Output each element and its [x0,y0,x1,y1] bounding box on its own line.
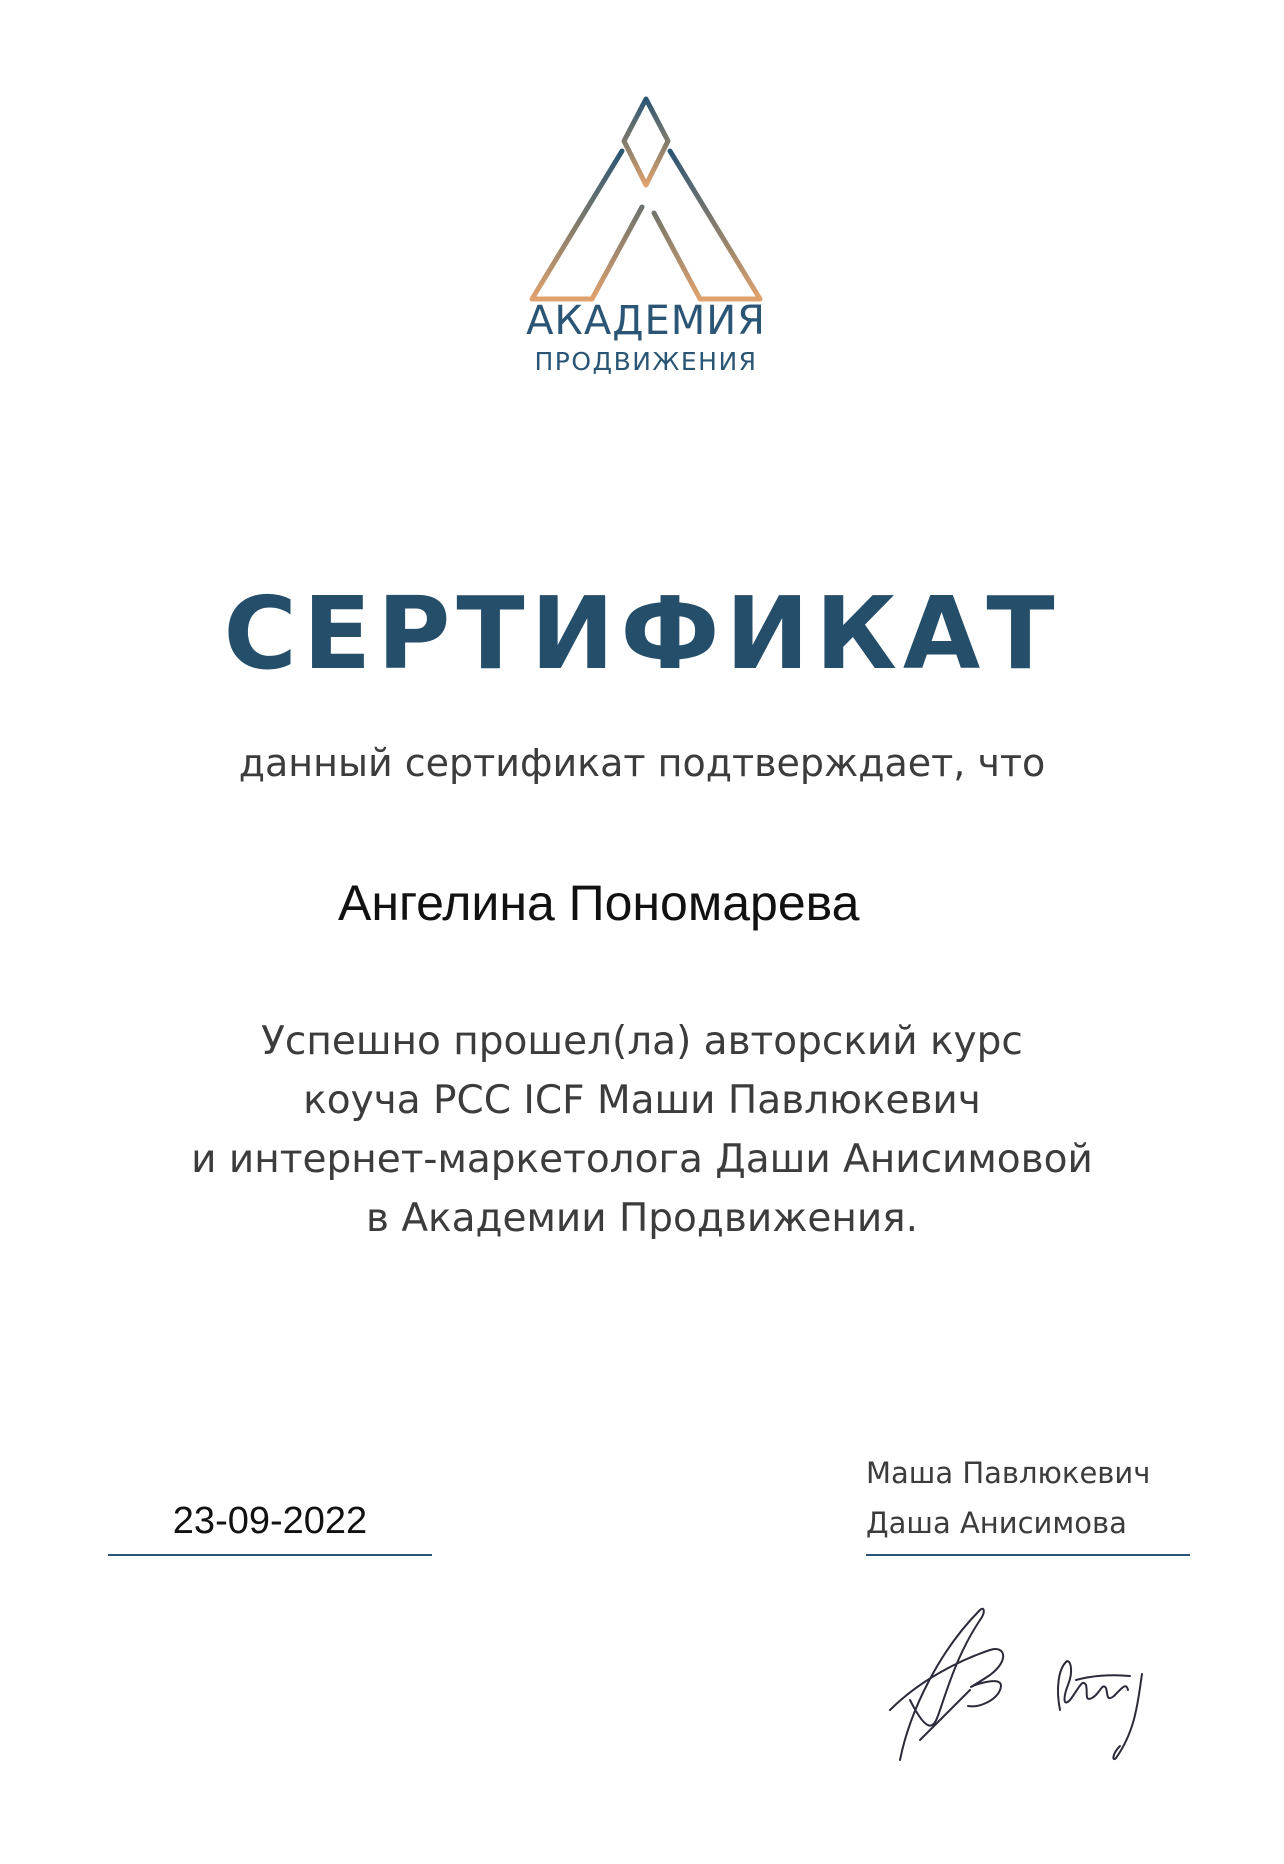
academy-logo-icon [522,95,770,307]
signature-stroke [900,1609,984,1760]
date-underline [108,1554,432,1556]
signer-name: Маша Павлюкевич [866,1456,1151,1490]
signature-stroke [1058,1661,1128,1710]
issue-date: 23-09-2022 [172,1500,368,1542]
signature-stroke [890,1649,1003,1710]
logo-title: АКАДЕМИЯ [526,298,766,344]
body-line: в Академии Продвижения. [365,1196,919,1241]
certificate-body [0,1012,1284,1248]
signer-names [866,1448,1150,1548]
signature-underline [866,1554,1190,1556]
handwritten-signatures [880,1590,1210,1770]
signature-stroke [1076,1675,1130,1680]
logo-subtitle: ПРОДВИЖЕНИЯ [534,347,758,376]
signer-name: Даша Анисимова [866,1506,1127,1540]
body-line: коуча PCC ICF Маши Павлюкевич [303,1078,981,1123]
certificate-title: СЕРТИФИКАТ [223,575,1061,692]
academy-logo [504,95,788,385]
recipient-name: Ангелина Пономарева [338,875,860,931]
body-line: Успешно прошел(ла) авторский курс [261,1019,1023,1064]
certificate-subtitle: данный сертификат подтверждает, что [238,741,1046,785]
body-line: и интернет-маркетолога Даши Анисимовой [191,1137,1093,1182]
